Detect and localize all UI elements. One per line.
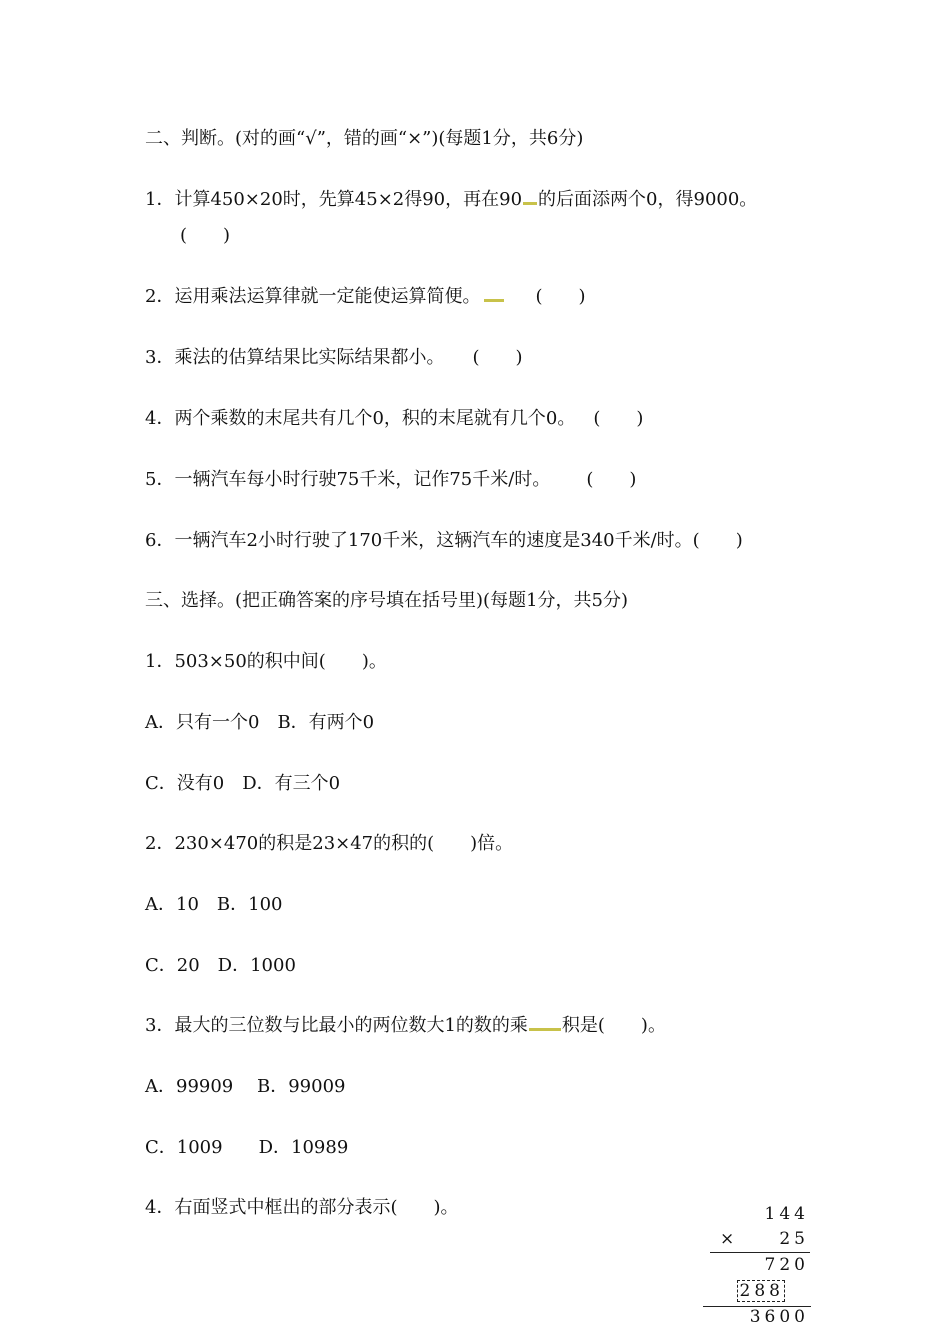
calc-rule-1 bbox=[710, 1252, 810, 1253]
choice-q3-stem bbox=[145, 1013, 666, 1039]
choice-q3-options-ab: A．99909 B．99009 bbox=[145, 1076, 346, 1097]
calc-multiplicand: 144 bbox=[764, 1204, 809, 1224]
calc-operator: × bbox=[720, 1229, 739, 1249]
judge-item-5-text: 5．一辆汽车每小时行驶75千米，记作75千米/时。 bbox=[145, 469, 551, 490]
choice-q3-text-a: 3．最大的三位数与比最小的两位数大1的数的乘 bbox=[145, 1015, 528, 1036]
judge-item-3 bbox=[145, 345, 523, 371]
choice-q3-options-cd: C．1009 D．10989 bbox=[145, 1137, 349, 1158]
choice-q1-options-ab: A．只有一个0 B．有两个0 bbox=[145, 712, 375, 733]
calc-partial-2-wrap bbox=[737, 1281, 785, 1301]
judge-item-1-text-b: 的后面添两个0，得9000。 bbox=[538, 189, 758, 210]
judge-item-4 bbox=[145, 406, 643, 432]
choice-q2-options-cd: C．20 D．1000 bbox=[145, 955, 296, 976]
judge-item-3-bracket[interactable]: ( ) bbox=[472, 347, 523, 368]
judge-item-6: 6．一辆汽车2小时行驶了170千米，这辆汽车的速度是340千米/时。( ) bbox=[145, 530, 743, 551]
calc-multiplier: 25 bbox=[779, 1229, 809, 1249]
calc-result: 3600 bbox=[749, 1307, 809, 1327]
calc-partial-2-dashed-box: 288 bbox=[737, 1280, 785, 1302]
calc-partial-1: 720 bbox=[764, 1255, 809, 1275]
judge-item-2-text: 2．运用乘法运算律就一定能使运算简便。 bbox=[145, 286, 481, 307]
choice-q4-stem: 4．右面竖式中框出的部分表示( )。 bbox=[145, 1197, 459, 1218]
section3-title: 三、选择。(把正确答案的序号填在括号里)(每题1分，共5分) bbox=[145, 590, 628, 611]
highlight-mark bbox=[529, 1026, 561, 1031]
judge-item-5 bbox=[145, 467, 636, 493]
judge-item-1 bbox=[145, 187, 757, 213]
judge-item-4-bracket[interactable]: ( ) bbox=[593, 408, 644, 429]
choice-q1-stem: 1．503×50的积中间( )。 bbox=[145, 651, 387, 672]
vertical-multiplication bbox=[700, 1200, 815, 1340]
judge-item-1-text-a: 1．计算450×20时，先算45×2得90，再在90 bbox=[145, 189, 523, 210]
highlight-mark bbox=[484, 297, 504, 302]
judge-item-5-bracket[interactable]: ( ) bbox=[586, 469, 637, 490]
judge-item-1-bracket[interactable]: ( ) bbox=[180, 225, 231, 246]
judge-item-2 bbox=[145, 284, 586, 310]
judge-item-2-bracket[interactable]: ( ) bbox=[535, 286, 586, 307]
judge-item-3-text: 3．乘法的估算结果比实际结果都小。 bbox=[145, 347, 445, 368]
choice-q1-options-cd: C．没有0 D．有三个0 bbox=[145, 773, 341, 794]
choice-q3-text-b: 积是( )。 bbox=[561, 1015, 666, 1036]
highlight-mark bbox=[523, 200, 537, 205]
section2-title: 二、判断。(对的画“√”，错的画“×”)(每题1分，共6分) bbox=[145, 128, 584, 149]
choice-q2-stem: 2．230×470的积是23×47的积的( )倍。 bbox=[145, 833, 514, 854]
judge-item-4-text: 4．两个乘数的末尾共有几个0，积的末尾就有几个0。 bbox=[145, 408, 576, 429]
choice-q2-options-ab: A．10 B．100 bbox=[145, 894, 283, 915]
